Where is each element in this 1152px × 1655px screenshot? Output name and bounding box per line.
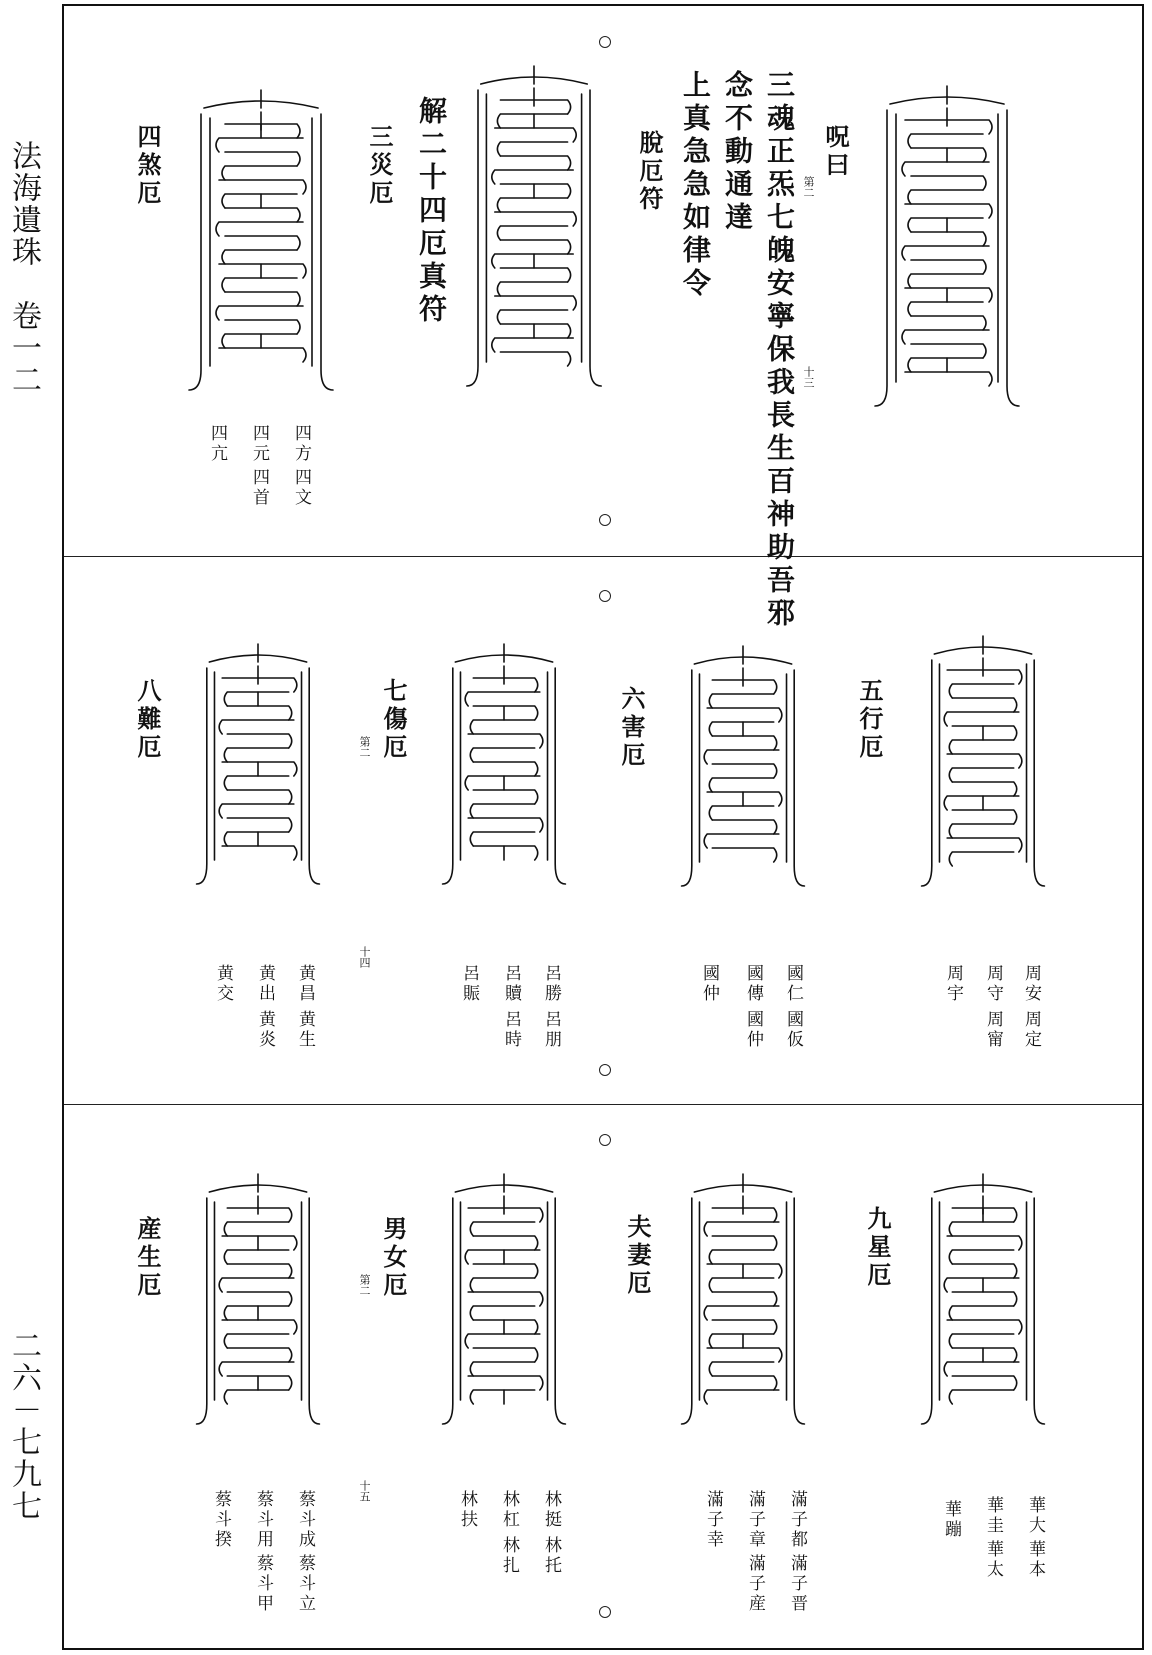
talisman-top-2 (464, 66, 604, 386)
deity-name: 國仮 (783, 1010, 803, 1050)
label-liuhai: 六害厄 (617, 686, 646, 770)
panel-divider (64, 556, 1142, 557)
talisman-wuxing (919, 636, 1047, 886)
deity-name: 林扎 (499, 1536, 519, 1576)
deity-name: 林扶 (457, 1490, 477, 1530)
deity-name: 滿子産 (745, 1554, 765, 1614)
deity-name: 蔡斗用 (253, 1490, 273, 1550)
deity-name: 周甯 (983, 1010, 1003, 1050)
binding-hole (599, 1064, 611, 1076)
talisman-jiuxing (919, 1174, 1047, 1424)
deity-name: 呂贖 (501, 964, 521, 1004)
deity-name: 周宇 (943, 964, 963, 1004)
deity-name: 周守 (983, 964, 1003, 1004)
deity-name: 華圭 (983, 1496, 1003, 1536)
incantation-line-2: 念不動通達 (721, 70, 754, 235)
talisman-qishang (440, 644, 568, 884)
talisman-bannan (194, 644, 322, 884)
deity-name: 四方 (291, 424, 311, 464)
label-fuqi: 夫妻厄 (623, 1214, 652, 1298)
deity-name: 蔡斗揆 (211, 1490, 231, 1550)
deity-name: 國仁 (783, 964, 803, 1004)
deity-name: 林挺 (541, 1490, 561, 1530)
deity-name: 華太 (983, 1540, 1003, 1580)
deity-name: 華本 (1025, 1540, 1045, 1580)
margin-mark: 第二 (358, 736, 371, 758)
talisman-chansheng (194, 1174, 322, 1424)
binding-hole (599, 1134, 611, 1146)
deity-name: 周安 (1021, 964, 1041, 1004)
margin-mark: 十五 (358, 1480, 371, 1502)
deity-name: 四首 (249, 468, 269, 508)
deity-name: 黄昌 (295, 964, 315, 1004)
book-title-margin: 法海遺珠 卷一二 (6, 140, 41, 396)
page-number-margin: 二六－七九七 (6, 1330, 41, 1522)
deity-name: 林托 (541, 1536, 561, 1576)
deity-name: 黄炎 (255, 1010, 275, 1050)
deity-name: 林杠 (499, 1490, 519, 1530)
label-jiuxing: 九星厄 (863, 1206, 892, 1290)
deity-name: 周定 (1021, 1010, 1041, 1050)
heading-sanzai: 三災厄 (365, 124, 394, 208)
deity-name: 蔡斗成 (295, 1490, 315, 1550)
deity-name: 黄交 (213, 964, 233, 1004)
deity-name: 四亢 (207, 424, 227, 464)
tuo-e-fu-label: 脫厄符 (635, 130, 664, 214)
deity-name: 國傳 (743, 964, 763, 1004)
deity-name: 黄生 (295, 1010, 315, 1050)
label-qishang: 七傷厄 (379, 678, 408, 762)
deity-name: 華蹦 (941, 1500, 961, 1540)
binding-hole (599, 1606, 611, 1618)
deity-name: 黄出 (255, 964, 275, 1004)
label-bannan: 八難厄 (133, 678, 162, 762)
page-frame (62, 4, 1144, 1650)
deity-name: 呂朋 (541, 1010, 561, 1050)
label-sisha: 四煞厄 (133, 124, 162, 208)
margin-mark: 第二 (802, 176, 815, 198)
deity-name: 滿子都 (787, 1490, 807, 1550)
deity-name: 呂勝 (541, 964, 561, 1004)
talisman-liuhai (679, 646, 807, 886)
binding-hole (599, 590, 611, 602)
deity-name: 滿子幸 (703, 1490, 723, 1550)
deity-name: 蔡斗甲 (253, 1554, 273, 1614)
talisman-top-1 (872, 86, 1022, 406)
incantation-line-1: 三魂正炁七魄安寧保我長生百神助吾邪 (763, 70, 796, 631)
talisman-fuqi (679, 1174, 807, 1424)
deity-name: 滿子晋 (787, 1554, 807, 1614)
incantation-line-3: 上真急急如律令 (679, 70, 712, 301)
talisman-top-3 (186, 90, 336, 390)
label-nannv: 男女厄 (379, 1216, 408, 1300)
deity-name: 呂時 (501, 1010, 521, 1050)
label-chansheng: 産生厄 (133, 1216, 162, 1300)
margin-mark: 十三 (802, 366, 815, 388)
deity-name: 蔡斗立 (295, 1554, 315, 1614)
deity-name: 呂賑 (459, 964, 479, 1004)
talisman-nannv (440, 1174, 568, 1424)
deity-name: 華大 (1025, 1496, 1045, 1536)
binding-hole (599, 36, 611, 48)
margin-mark: 十四 (358, 946, 371, 968)
incantation-label: 呪曰 (821, 124, 850, 180)
deity-name: 滿子章 (745, 1490, 765, 1550)
heading-jie-24: 解二十四厄真符 (415, 96, 448, 327)
deity-name: 國仲 (743, 1010, 763, 1050)
margin-mark: 第二 (358, 1274, 371, 1296)
deity-name: 四元 (249, 424, 269, 464)
panel-divider (64, 1104, 1142, 1105)
label-wuxing: 五行厄 (855, 678, 884, 762)
deity-name: 四文 (291, 468, 311, 508)
deity-name: 國仲 (699, 964, 719, 1004)
binding-hole (599, 514, 611, 526)
